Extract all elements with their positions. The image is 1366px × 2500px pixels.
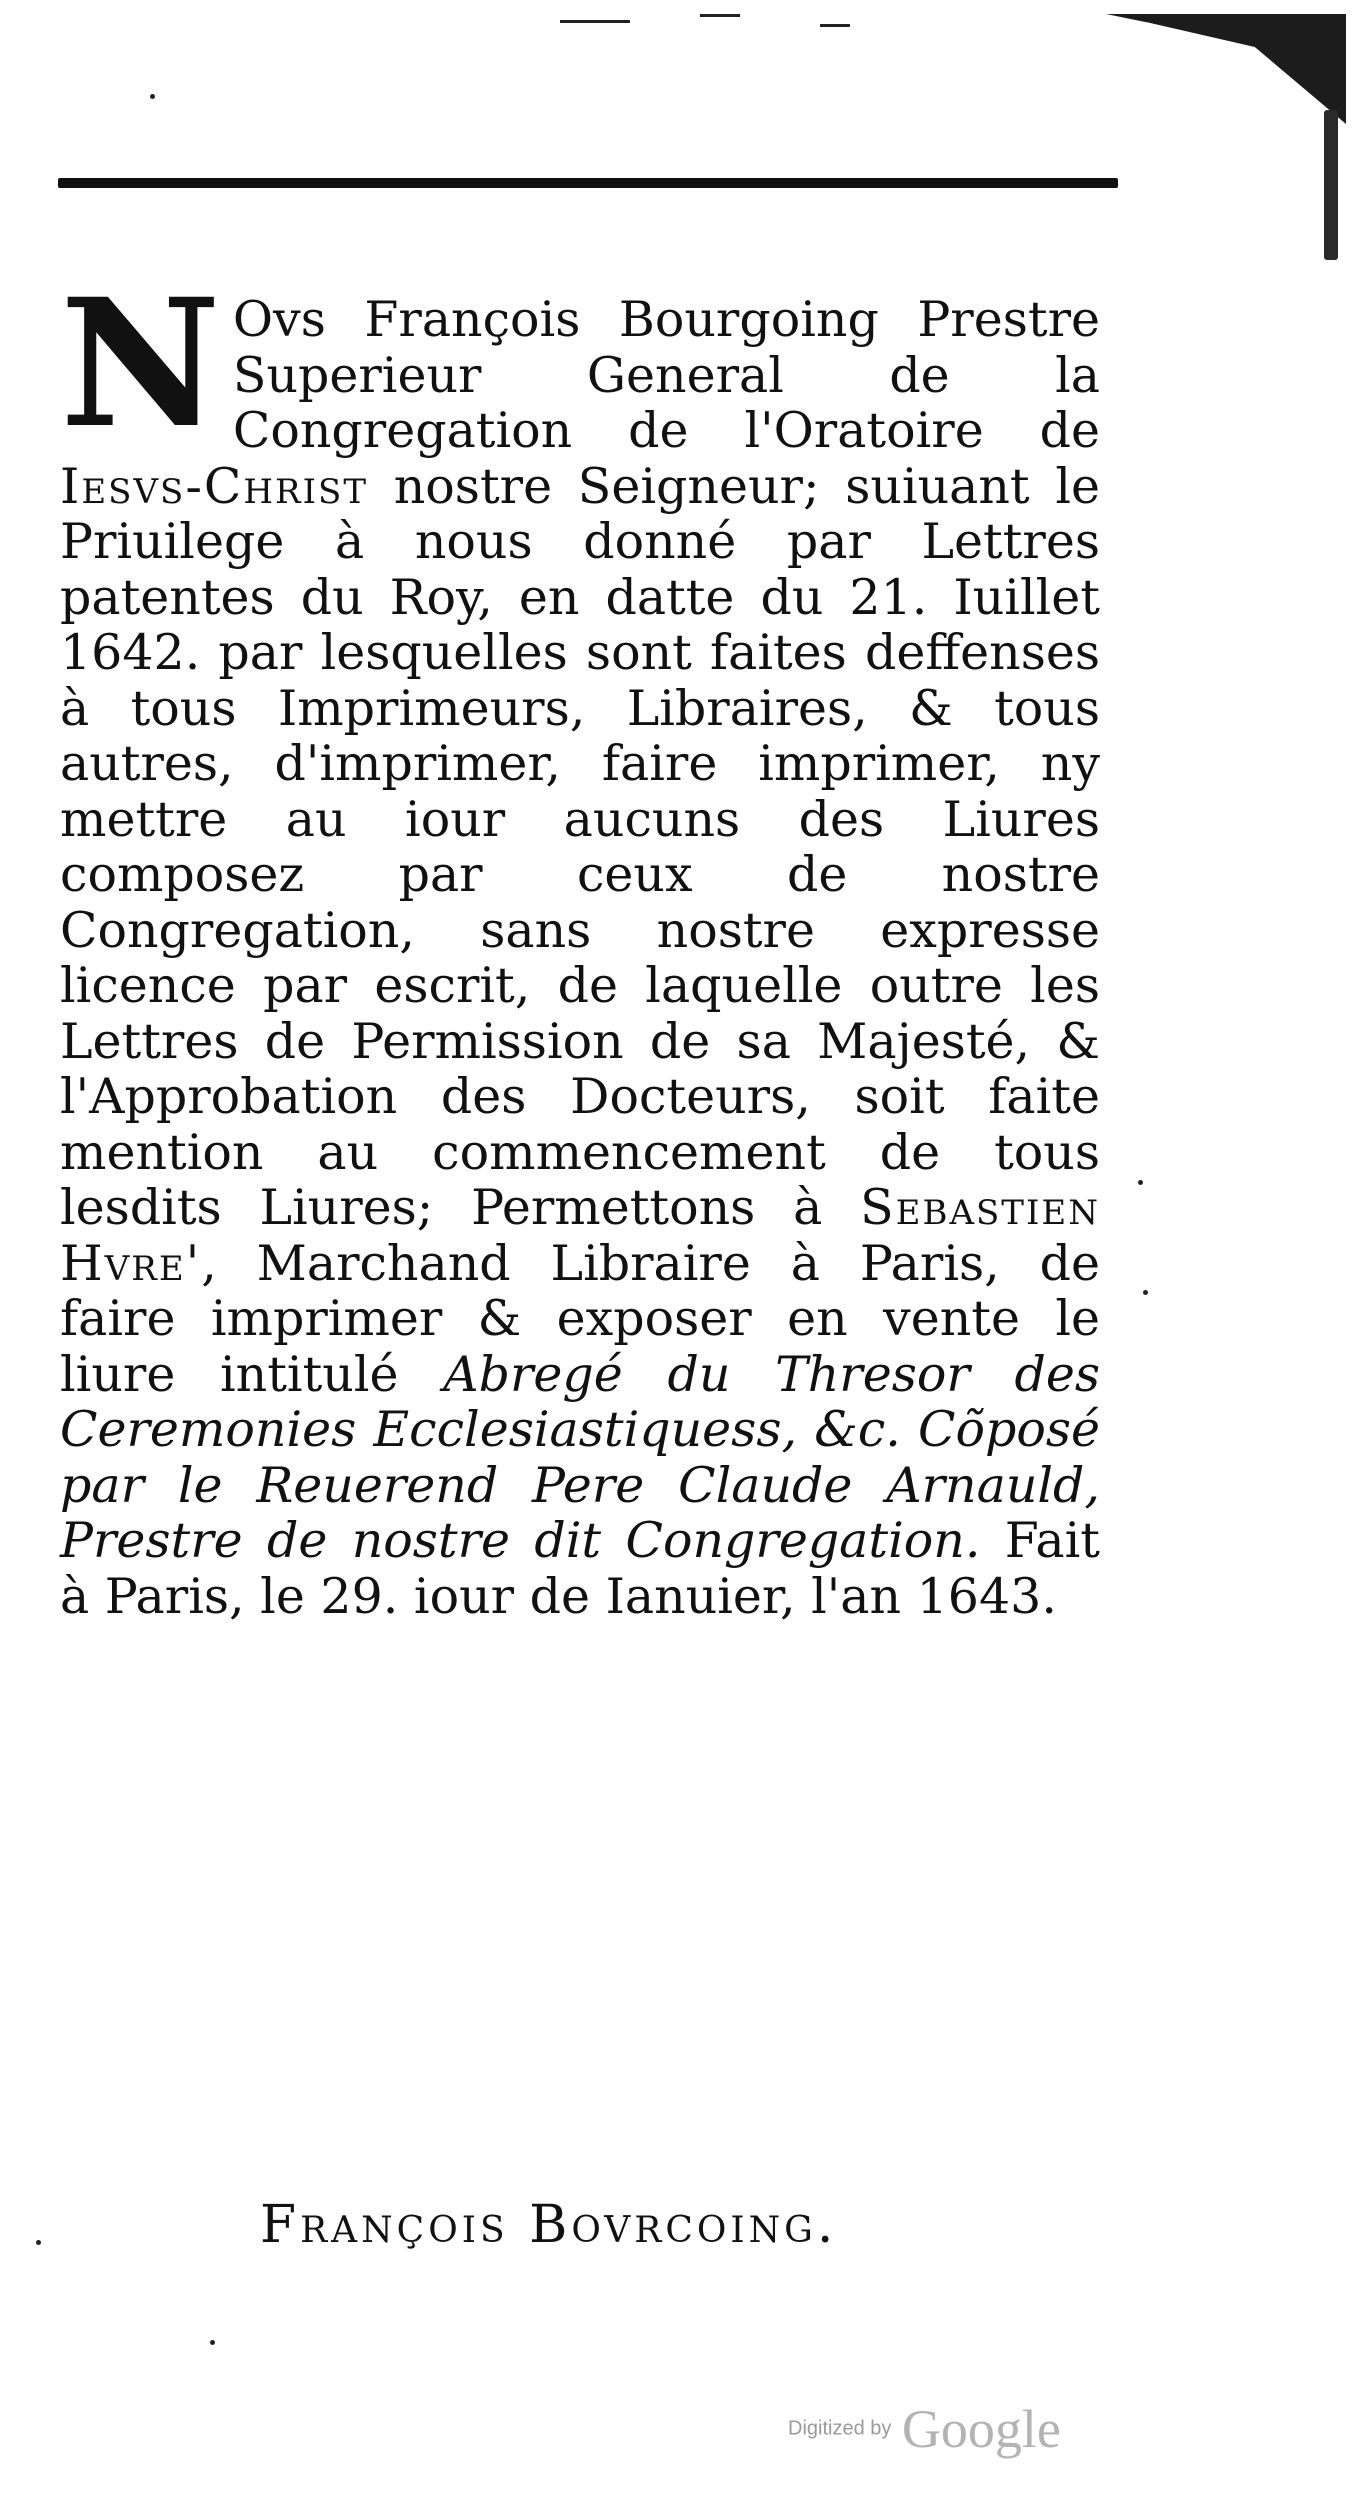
privilege-text (60, 260, 1100, 1625)
text-closing: Fait à Paris, le 29. iour de Ianuier, l'an 1643. (60, 1512, 1100, 1625)
drop-capital: N (60, 260, 221, 467)
text-privilege: nostre Seigneur; suiuant le Priuilege à nous donné par Lettres patentes du Roy, en datte du 21. Iuillet 1642. par lesquelles sont faites deffenses à tous Imprimeurs, Libraires, & tous autres, d'imprimer, faire imprimer, ny mettre au iour aucuns des Liures composez par ceux de nostre Congregation, sans nostre expresse licence par escrit, de laquelle outre les Lettres de Permission de sa Majesté, & l'Approbation des Docteurs, soit faite mention au commencement de tous lesdits Liures; Permettons à (60, 457, 1100, 1236)
scan-speck (36, 2240, 41, 2245)
scan-speck (1138, 1180, 1143, 1185)
text-permission: , Marchand Libraire à Paris, de faire imprimer & exposer en vente le liure intitulé (60, 1234, 1100, 1403)
text-opening: Ovs François Bourgoing Prestre Superieur General de la Congregation de l'Oratoire de (232, 291, 1100, 459)
scan-edge-strip (1324, 110, 1338, 260)
scan-speck (150, 94, 155, 99)
scan-corner-shadow (1106, 14, 1346, 124)
name-jesus-christ: Iesvs-Christ (60, 457, 369, 515)
scan-speck (1143, 1290, 1148, 1295)
scan-mark (560, 20, 630, 23)
header-rule (58, 178, 1118, 188)
scan-mark (700, 14, 740, 17)
scan-mark (820, 24, 850, 27)
digitization-watermark (788, 2398, 1061, 2460)
name-publisher: Sebastien Hvre' (60, 1179, 1100, 1292)
signature: François Bovrcoing. (260, 2195, 838, 2255)
scan-speck (210, 2340, 215, 2345)
watermark-logo: Google (901, 2399, 1061, 2459)
watermark-prefix: Digitized by (788, 2417, 892, 2440)
book-title: Abregé du Thresor des Ceremonies Ecclesiastiquess, &c. Cõposé par le Reuerend Pere Claude Arnauld, Prestre de nostre dit Congregation. (60, 1345, 1100, 1569)
